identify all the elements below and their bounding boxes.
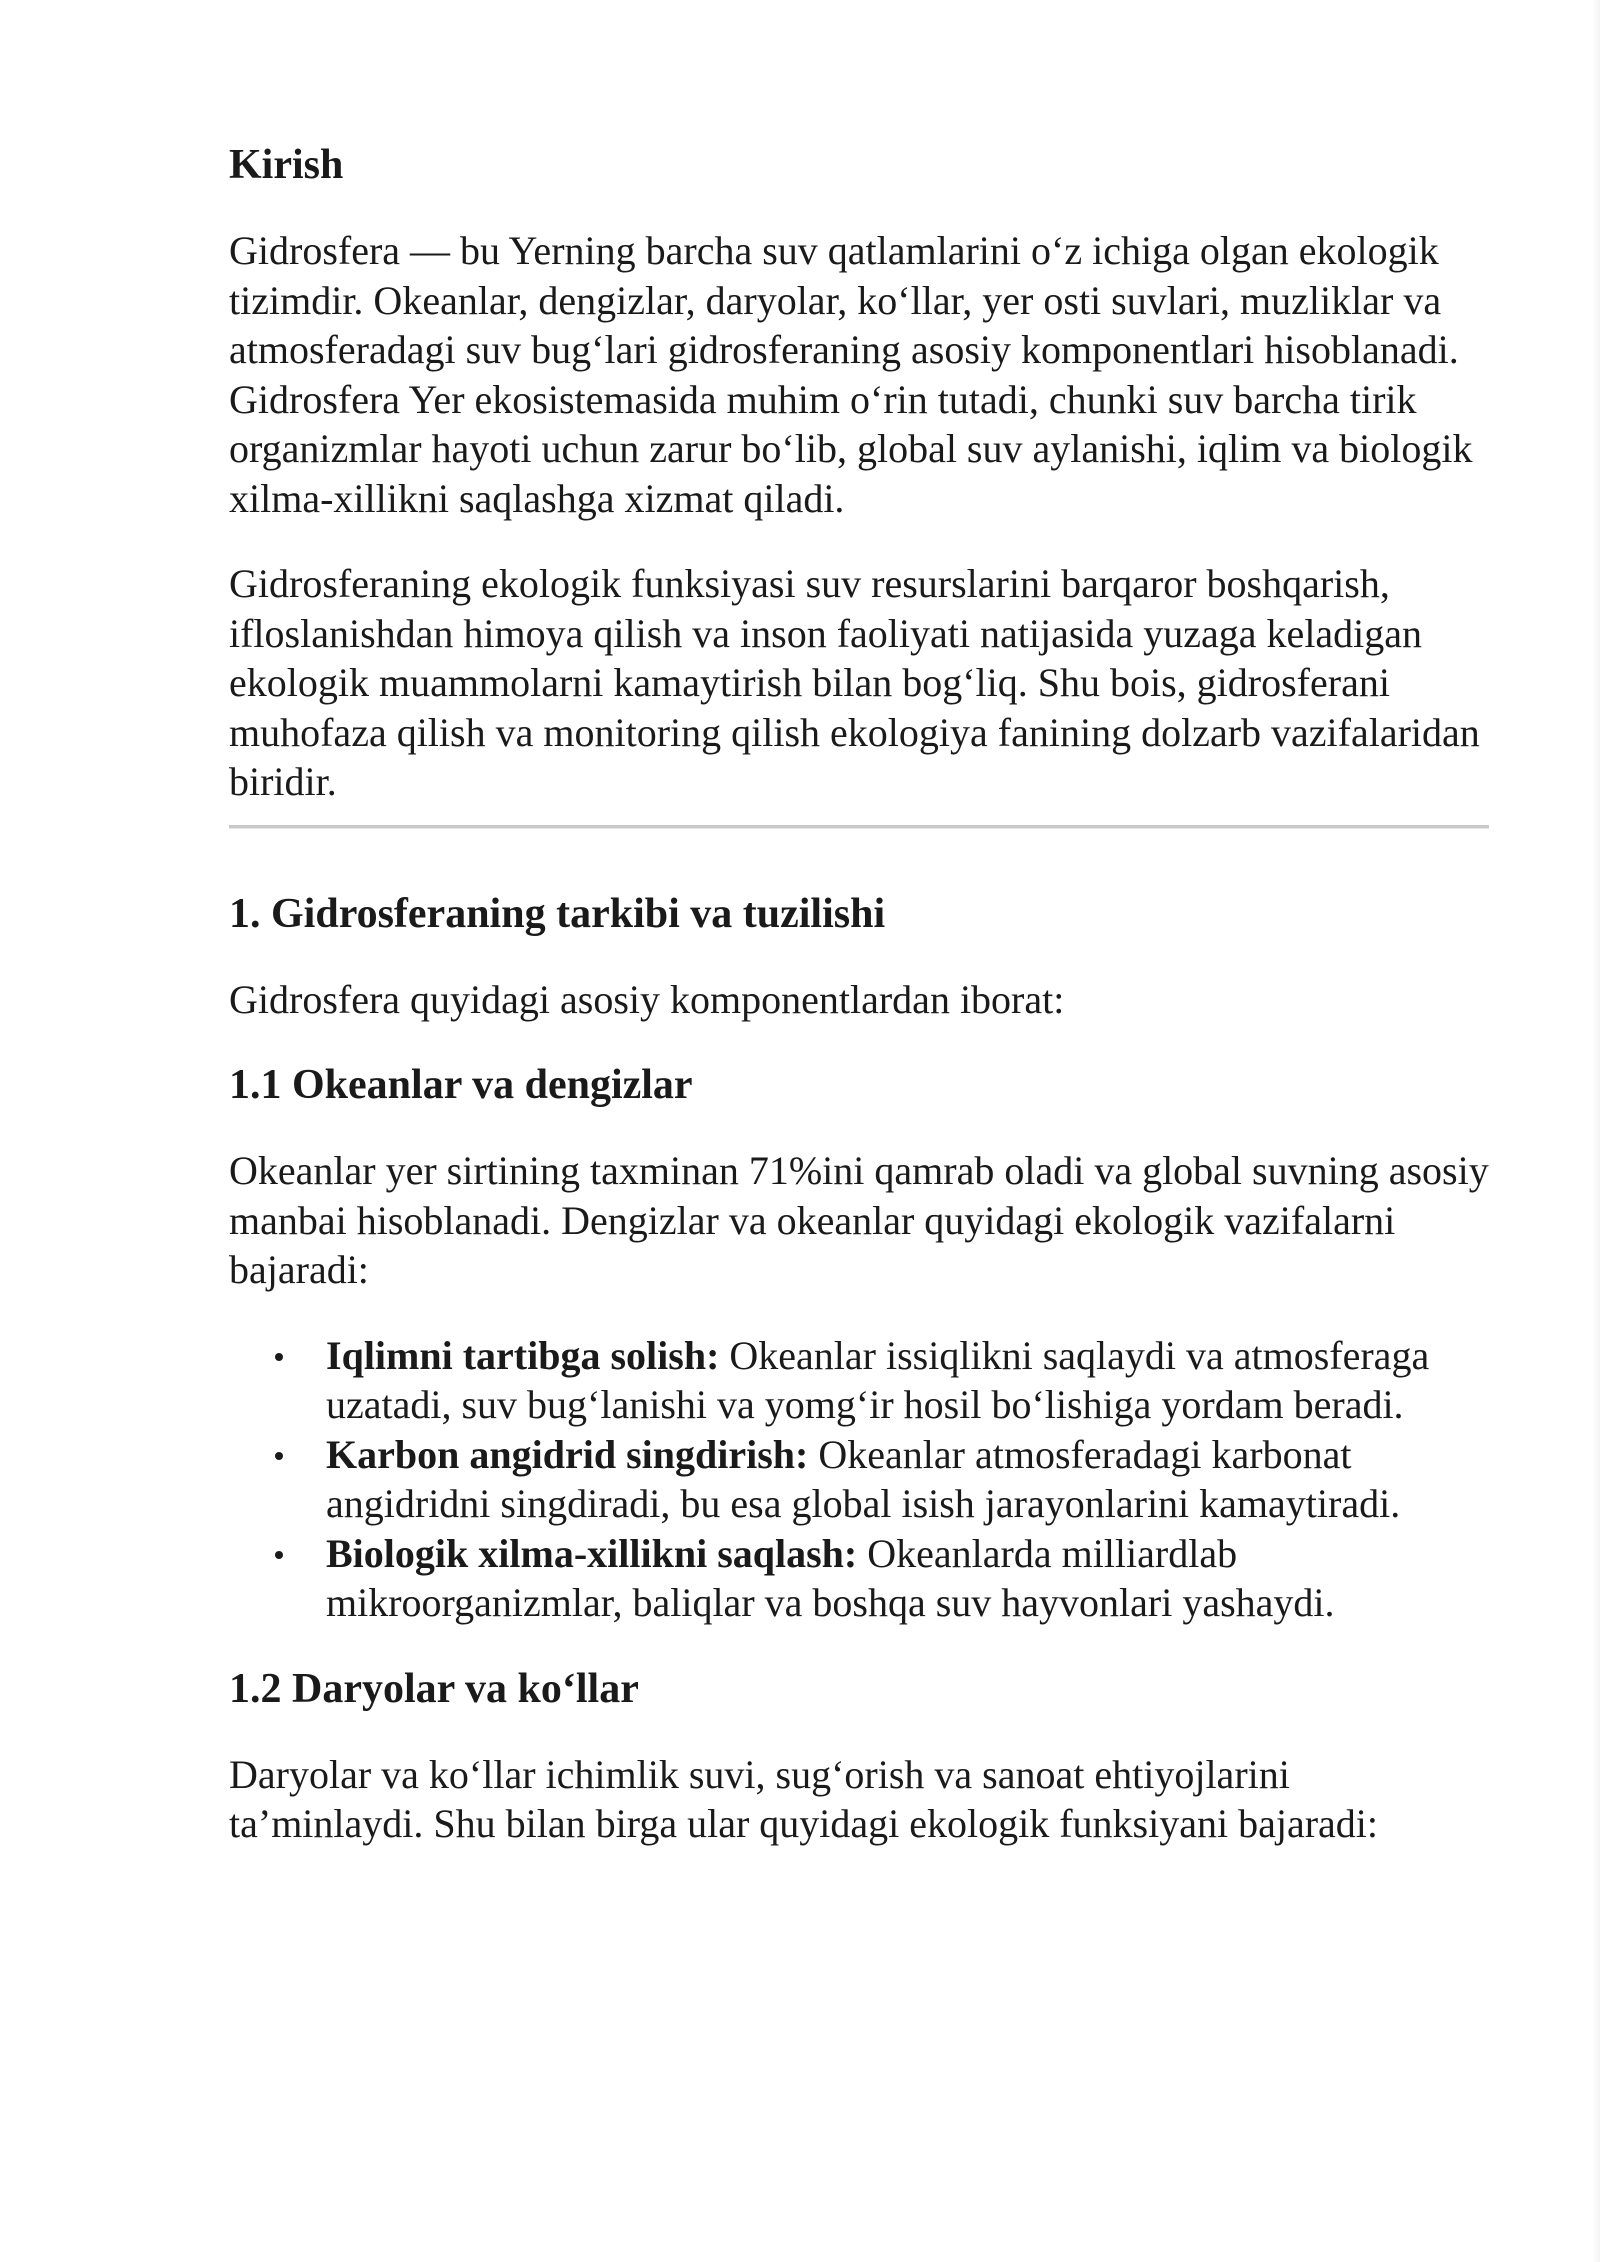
list-item-term: Biologik xilma-xillikni saqlash:	[326, 1530, 858, 1576]
intro-paragraph-1: Gidrosfera — bu Yerning barcha suv qatlamlarini o‘z ichiga olgan ekologik tizimdir. Okeanlar, dengizlar, daryolar, ko‘llar, yer osti suvlari, muzliklar va atmosferadagi suv bug‘lari gidrosferaning asosiy komponentlari hisoblanadi. Gidrosfera Yer ekosistemasida muhim o‘rin tutadi, chunki suv barcha tirik organizmlar hayoti uchun zarur bo‘lib, global suv aylanishi, iqlim va biologik xilma-xillikni saqlashga xizmat qiladi.	[229, 228, 1473, 521]
subsection-1-1-text: Okeanlar yer sirtining taxminan 71%ini qamrab oladi va global suvning asosiy manbai hisoblanadi. Dengizlar va okeanlar quyidagi ekologik vazifalarni bajaradi:	[229, 1148, 1489, 1292]
section-1-heading: 1. Gidrosferaning tarkibi va tuzilishi	[229, 890, 886, 937]
section-divider	[229, 825, 1489, 829]
bullet-icon	[275, 1452, 283, 1460]
list-item-text: Okeanlar atmosferadagi karbonat angidridni singdiradi, bu esa global isish jarayonlarini kamaytiradi.	[326, 1431, 1401, 1526]
subsection-1-1-heading: 1.1 Okeanlar va dengizlar	[229, 1062, 693, 1108]
bullet-icon	[275, 1353, 283, 1361]
bullet-icon	[275, 1551, 283, 1559]
intro-heading: Kirish	[229, 142, 344, 188]
section-1-intro: Gidrosfera quyidagi asosiy komponentlardan iborat:	[229, 976, 1065, 1022]
subsection-1-2-text: Daryolar va ko‘llar ichimlik suvi, sug‘orish va sanoat ehtiyojlarini ta’minlaydi. Shu bilan birga ular quyidagi ekologik funksiyani bajaradi:	[229, 1751, 1379, 1846]
document-page	[229, 140, 1489, 1885]
list-item	[326, 1430, 1489, 1529]
list-item	[326, 1331, 1489, 1430]
subsection-1-2-heading: 1.2 Daryolar va ko‘llar	[229, 1665, 639, 1712]
list-item-text: Okeanlar issiqlikni saqlaydi va atmosferaga uzatadi, suv bug‘lanishi va yomg‘ir hosil bo‘lishiga yordam beradi.	[326, 1332, 1430, 1427]
ocean-functions-list	[229, 1331, 1489, 1628]
list-item	[326, 1529, 1489, 1628]
list-item-text: Okeanlarda milliardlab mikroorganizmlar, baliqlar va boshqa suv hayvonlari yashaydi.	[326, 1530, 1335, 1625]
intro-paragraph-2: Gidrosferaning ekologik funksiyasi suv resurslarini barqaror boshqarish, ifloslanishdan himoya qilish va inson faoliyati natijasida yuzaga keladigan ekologik muammolarni kamaytirish bilan bog‘liq. Shu bois, gidrosferani muhofaza qilish va monitoring qilish ekologiya fanining dolzarb vazifalaridan biridir.	[229, 561, 1480, 804]
page-edge-shadow	[1592, 0, 1600, 2262]
list-item-term: Karbon angidrid singdirish:	[326, 1431, 809, 1477]
list-item-term: Iqlimni tartibga solish:	[326, 1332, 720, 1378]
